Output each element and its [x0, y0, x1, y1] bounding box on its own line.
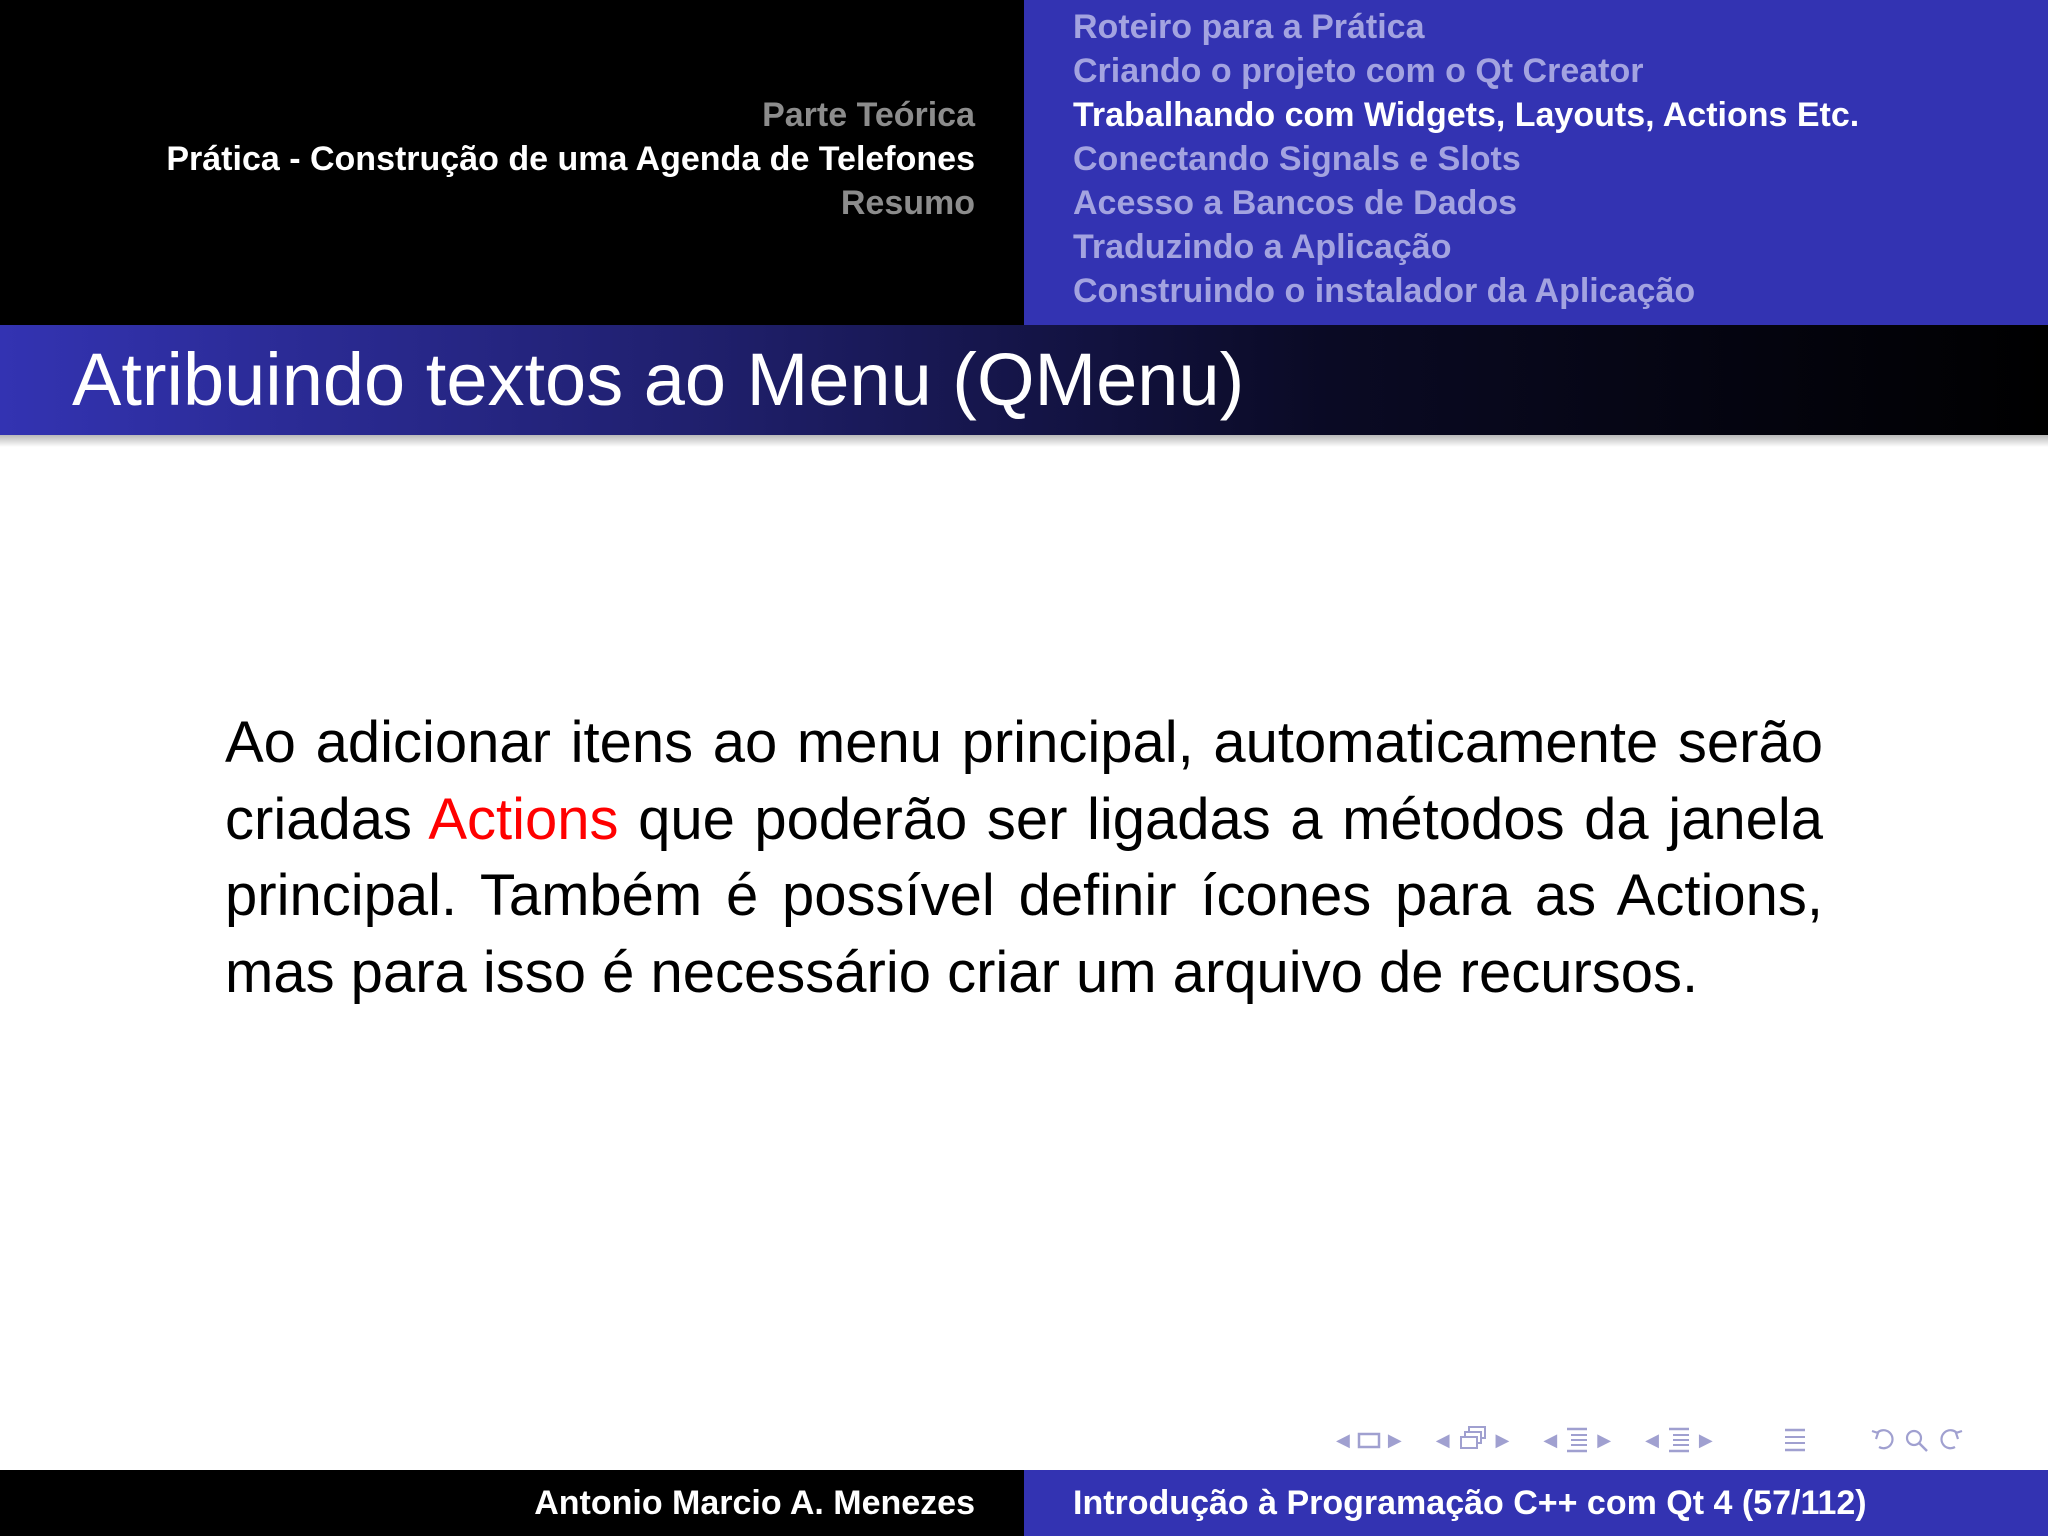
body-text-highlight-actions: Actions	[428, 786, 619, 852]
subsection-link-traduzindo[interactable]: Traduzindo a Aplicação	[1073, 228, 1452, 266]
back-arrow-icon[interactable]	[1869, 1425, 1901, 1455]
subsection-nav-icon[interactable]	[1456, 1425, 1490, 1455]
section-list	[166, 93, 975, 225]
previous-part-arrow-icon[interactable]: ◀	[1645, 1429, 1659, 1451]
frame-nav-icon[interactable]	[1356, 1430, 1382, 1450]
body-text-after: que poderão ser ligadas a métodos da janela principal. Também é possível definir ícones para as Actions, mas para isso é necessário criar um arquivo de recursos.	[225, 786, 1823, 1005]
next-section-arrow-icon[interactable]: ▶	[1597, 1429, 1612, 1451]
back-forward-search-group	[1869, 1425, 1965, 1455]
section-nav-icon[interactable]	[1563, 1425, 1591, 1455]
footer-author-panel	[0, 1470, 1024, 1536]
next-part-arrow-icon[interactable]: ▶	[1698, 1429, 1713, 1451]
body-text-before: Ao adicionar itens ao menu principal, automaticamente serão criadas	[225, 710, 1823, 852]
next-frame-arrow-icon[interactable]: ▶	[1387, 1429, 1402, 1451]
subsection-link-criando-projeto[interactable]: Criando o projeto com o Qt Creator	[1073, 52, 1644, 90]
header-subsections-panel	[1024, 0, 2048, 325]
subsection-list	[1073, 5, 1859, 313]
footer-presentation-title: Introdução à Programação C++ com Qt 4 (57/112)	[1073, 1484, 1867, 1522]
next-subsection-arrow-icon[interactable]: ▶	[1495, 1429, 1510, 1451]
frame-title-shadow	[0, 435, 2048, 447]
forward-arrow-icon[interactable]	[1933, 1425, 1965, 1455]
subsection-link-roteiro[interactable]: Roteiro para a Prática	[1073, 8, 1425, 46]
appendix-icon[interactable]	[1781, 1425, 1809, 1455]
section-link-pratica-current[interactable]: Prática - Construção de uma Agenda de Telefones	[166, 140, 975, 178]
footer-author: Antonio Marcio A. Menezes	[534, 1484, 975, 1522]
section-link-parte-teorica[interactable]: Parte Teórica	[762, 96, 975, 134]
section-nav-group	[1537, 1425, 1617, 1455]
subsection-nav-group	[1430, 1425, 1516, 1455]
subsection-link-signals-slots[interactable]: Conectando Signals e Slots	[1073, 140, 1521, 178]
search-icon[interactable]	[1901, 1425, 1933, 1455]
beamer-navigation-bar	[1330, 1422, 1987, 1458]
presentation-nav-icon[interactable]	[1665, 1425, 1693, 1455]
previous-subsection-arrow-icon[interactable]: ◀	[1435, 1429, 1450, 1451]
presentation-nav-group	[1639, 1425, 1719, 1455]
frame-body-text	[225, 705, 1823, 1011]
appendix-nav-group	[1781, 1425, 1809, 1455]
footer-title-panel	[1024, 1470, 2048, 1536]
subsection-link-instalador[interactable]: Construindo o instalador da Aplicação	[1073, 272, 1696, 310]
section-link-resumo[interactable]: Resumo	[840, 184, 975, 222]
frame-title: Atribuindo textos ao Menu (QMenu)	[72, 338, 1245, 421]
subsection-link-bancos-dados[interactable]: Acesso a Bancos de Dados	[1073, 184, 1518, 222]
previous-section-arrow-icon[interactable]: ◀	[1543, 1429, 1558, 1451]
header-sections-panel	[0, 0, 1024, 325]
previous-frame-arrow-icon[interactable]: ◀	[1336, 1429, 1350, 1451]
subsection-link-widgets-current[interactable]: Trabalhando com Widgets, Layouts, Actions Etc.	[1073, 96, 1860, 134]
frame-nav-group	[1330, 1430, 1408, 1451]
